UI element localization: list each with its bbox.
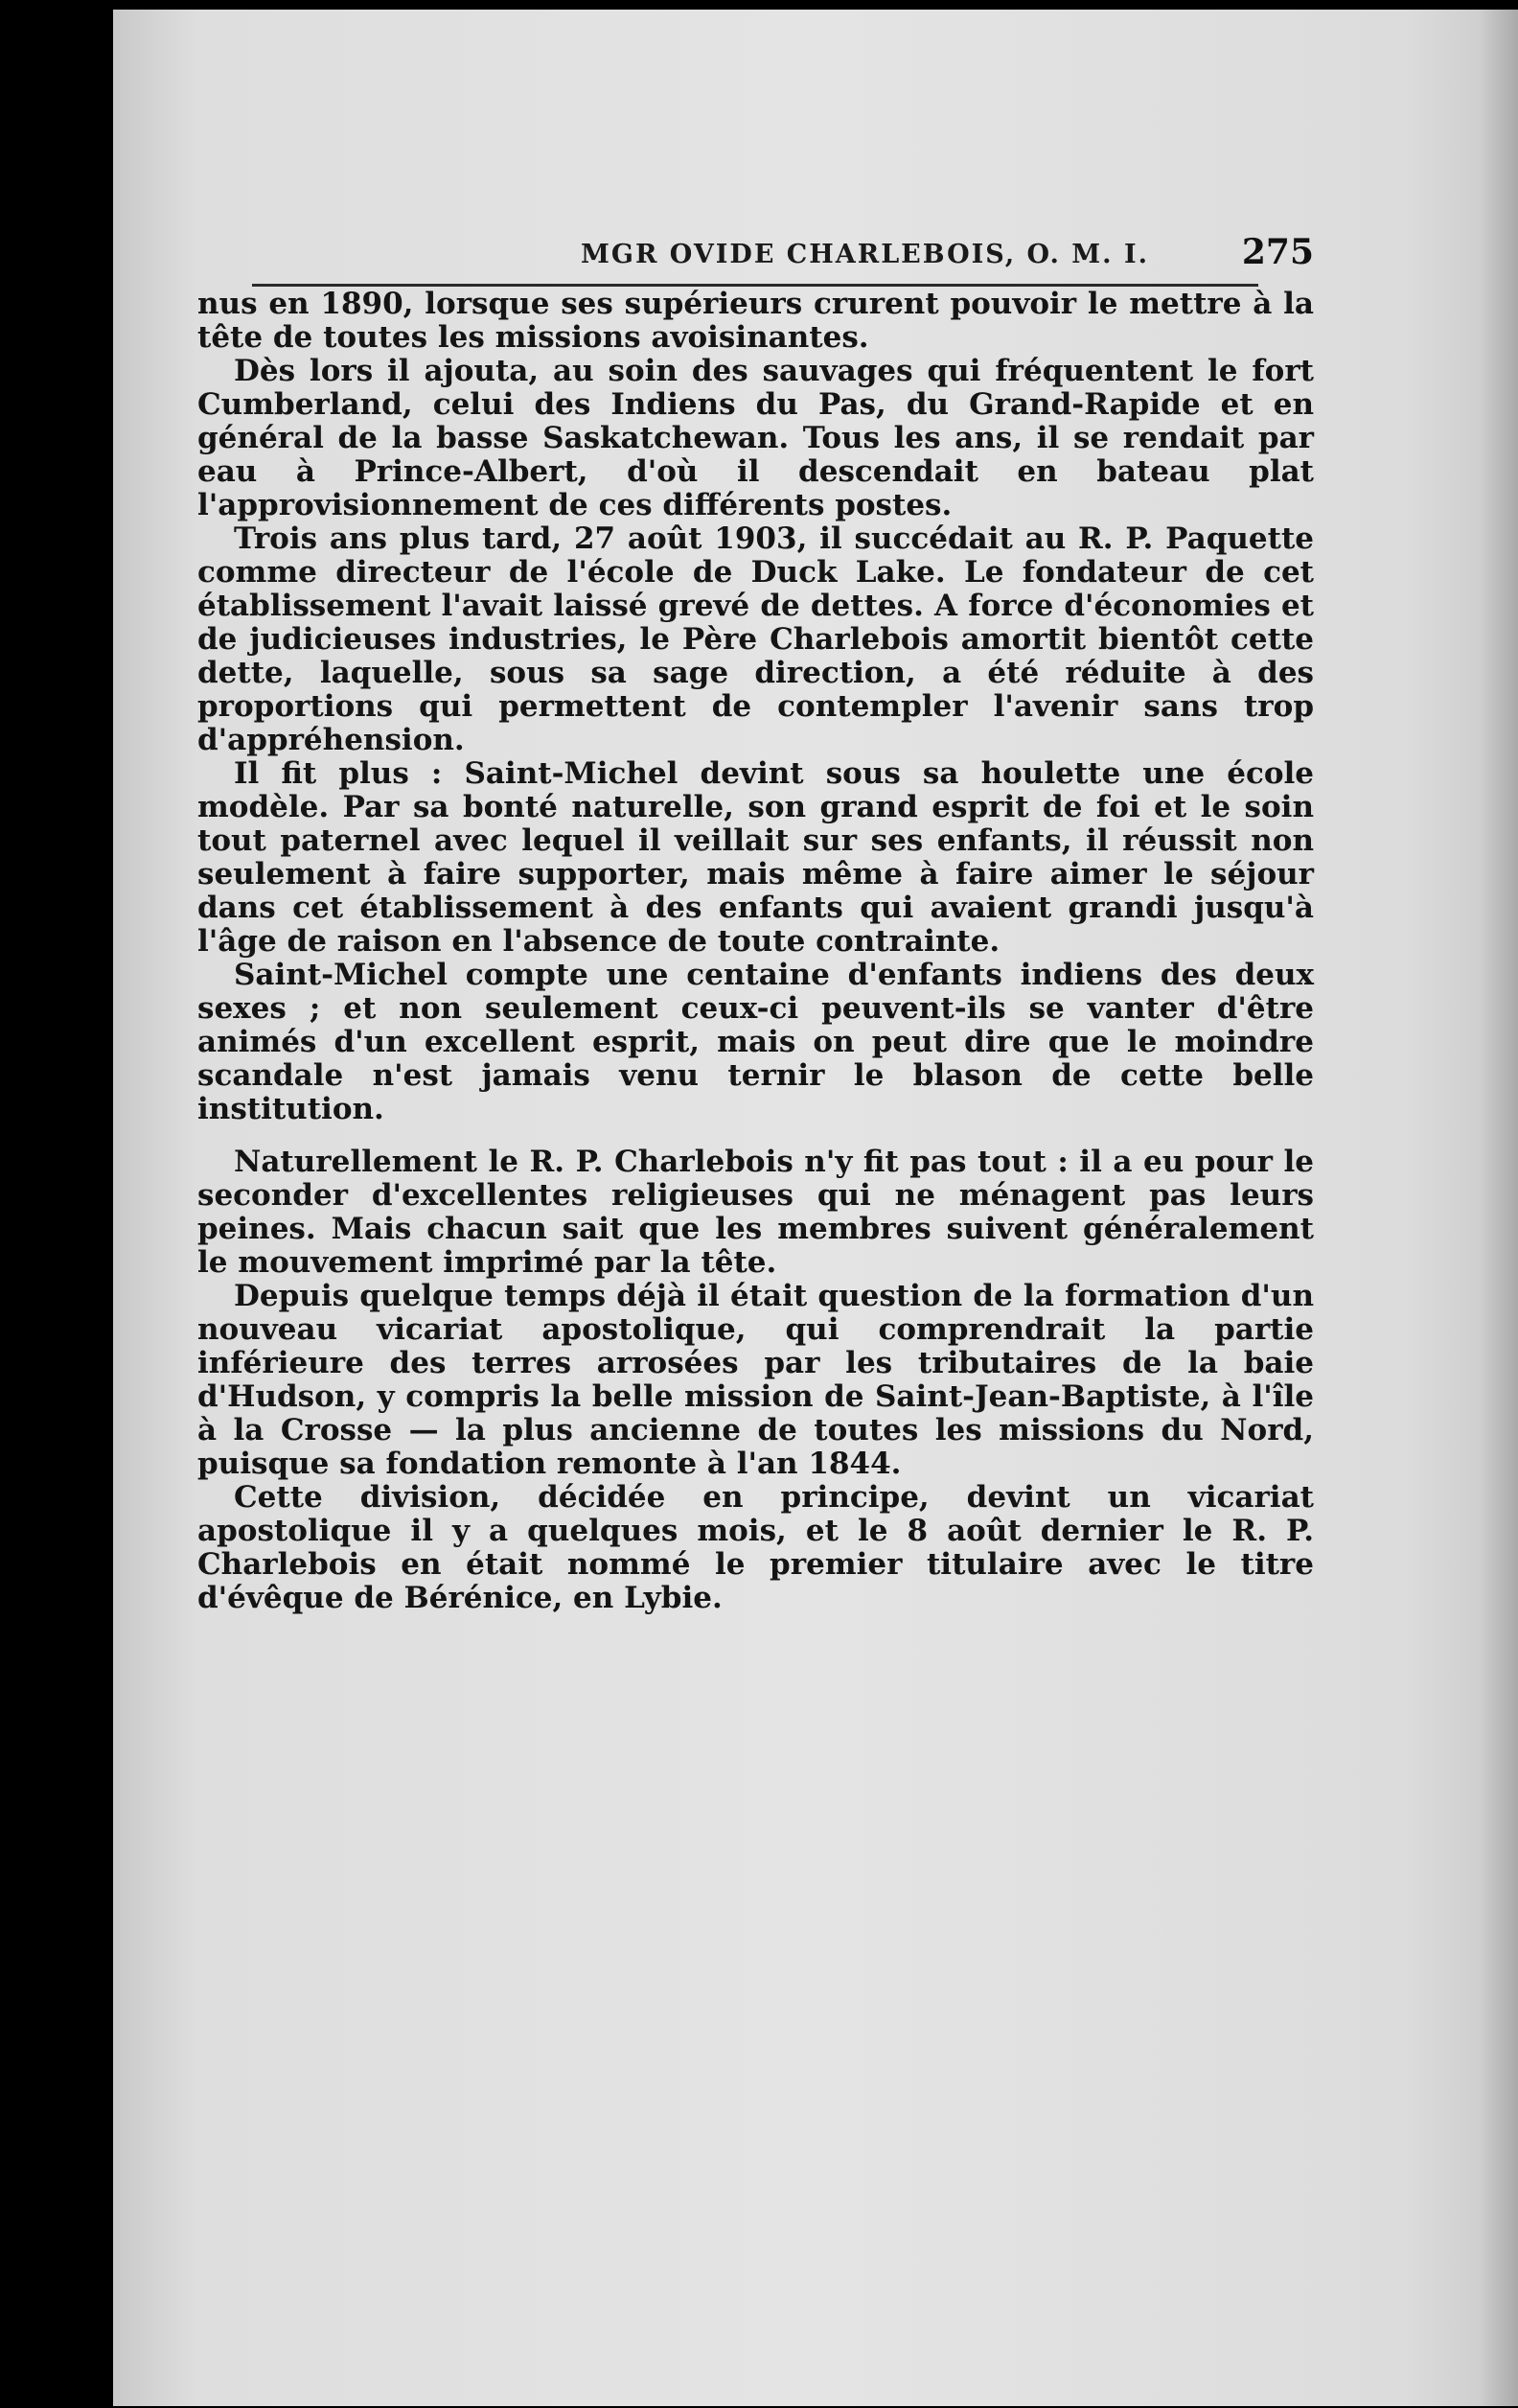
paragraph-7: Depuis quelque temps déjà il était question de la formation d'un nouveau vicariat apostolique, qui comprendrait la partie inférieure des terres arrosées par les tributaires de la baie d'Hudson, y compris la belle mission de Saint-Jean-Baptiste, à l'île à la Crosse — la plus ancienne de toutes les missions du Nord, puisque sa fondation remonte à l'an 1844.	[197, 1279, 1314, 1481]
paragraph-6: Naturellement le R. P. Charlebois n'y fit pas tout : il a eu pour le seconder d'excellentes religieuses qui ne ménagent pas leurs peines. Mais chacun sait que les membres suivent généralement le mouvement imprimé par la tête.	[197, 1145, 1314, 1280]
paragraph-1: nus en 1890, lorsque ses supérieurs crurent pouvoir le mettre à la tête de toutes les missions avoisinantes.	[197, 287, 1314, 355]
paragraph-8: Cette division, décidée en principe, devint un vicariat apostolique il y a quelques mois, et le 8 août dernier le R. P. Charlebois en était nommé le premier titulaire avec le titre d'évêque de Bérénice, en Lybie.	[197, 1480, 1314, 1615]
paragraph-4: Il fit plus : Saint-Michel devint sous sa houlette une école modèle. Par sa bonté naturelle, son grand esprit de foi et le soin tout paternel avec lequel il veillait sur ses enfants, il réussit non seulement à faire supporter, mais même à faire aimer le séjour dans cet établissement à des enfants qui avaient grandi jusqu'à l'âge de raison en l'absence de toute contrainte.	[197, 756, 1314, 959]
running-head: MGR OVIDE CHARLEBOIS, O. M. I.	[581, 240, 1150, 269]
paragraph-2: Dès lors il ajouta, au soin des sauvages qui fréquentent le fort Cumberland, celui des Indiens du Pas, du Grand-Rapide et en général de la basse Saskatchewan. Tous les ans, il se rendait par eau à Prince-Albert, d'où il descendait en bateau plat l'approvisionnement de ces différents postes.	[197, 354, 1314, 522]
body-text	[197, 288, 1314, 1615]
page-header	[252, 228, 1314, 286]
page-edge-shadow	[1480, 10, 1518, 2406]
paragraph-3: Trois ans plus tard, 27 août 1903, il succédait au R. P. Paquette comme directeur de l'école de Duck Lake. Le fondateur de cet établissement l'avait laissé grevé de dettes. A force d'économies et de judicieuses industries, le Père Charlebois amortit bientôt cette dette, laquelle, sous sa sage direction, a été réduite à des proportions qui permettent de contempler l'avenir sans trop d'appréhension.	[197, 521, 1314, 757]
page-number: 275	[1241, 232, 1314, 272]
book-page	[113, 10, 1518, 2406]
paragraph-5: Saint-Michel compte une centaine d'enfants indiens des deux sexes ; et non seulement ceux-ci peuvent-ils se vanter d'être animés d'un excellent esprit, mais on peut dire que le moindre scandale n'est jamais venu ternir le blason de cette belle institution.	[197, 958, 1314, 1126]
